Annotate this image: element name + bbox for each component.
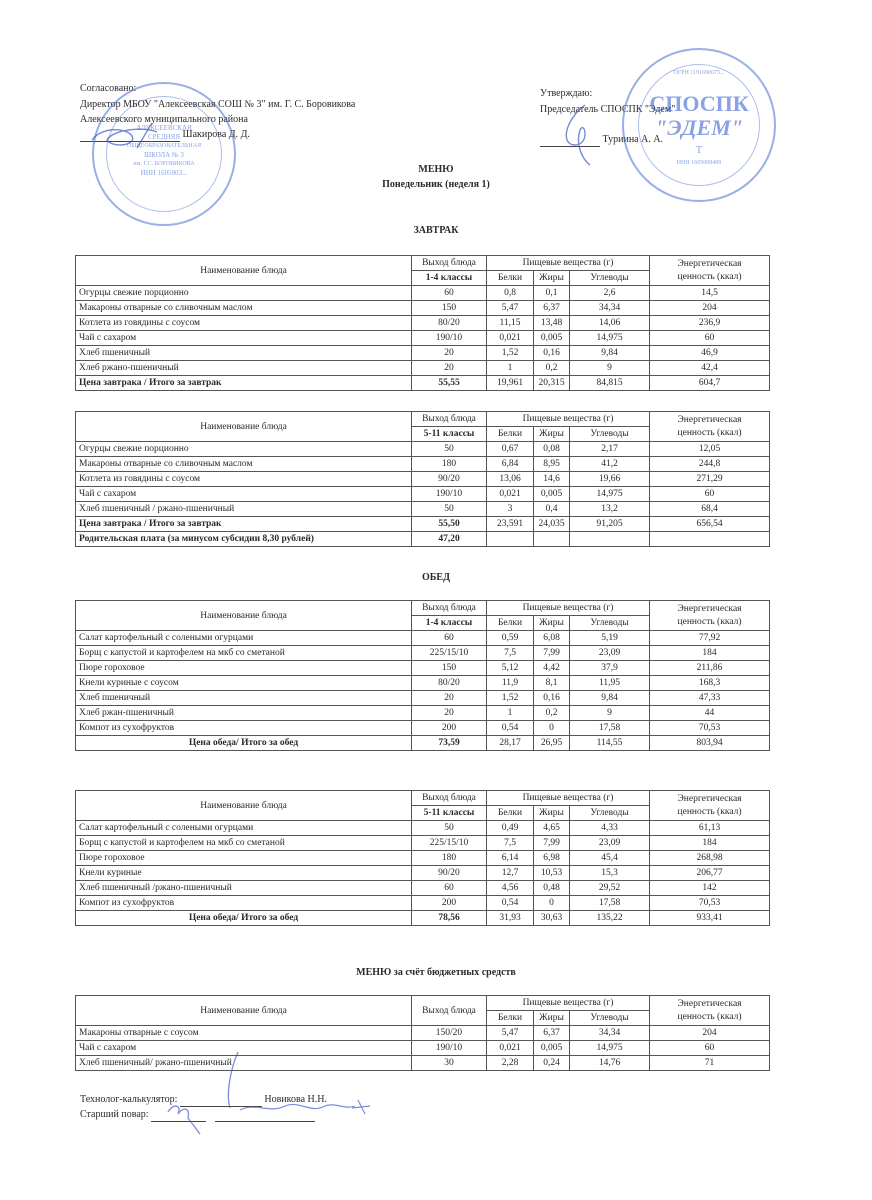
dish-yield: 225/15/10 [412,646,487,661]
total-protein: 19,961 [487,376,534,391]
header-nutrients: Пищевые вещества (г) [487,601,650,616]
table-row [76,472,770,487]
approval-right-position: Председатель СПОСПК "Эдем" [540,104,676,115]
header-yield: Выход блюда [412,256,487,271]
dish-name: Котлета из говядины с соусом [76,472,412,487]
header-yield: Выход блюда [412,791,487,806]
dish-fat: 0,005 [534,1041,570,1056]
table-row [76,881,770,896]
dish-energy: 168,3 [650,676,770,691]
total-row [76,517,770,532]
empty-cell [650,532,770,547]
empty-cell [570,532,650,547]
stamp-ogrn: ОГРН 1191690075... [673,70,725,76]
dish-fat: 0,16 [534,691,570,706]
dish-carbs: 5,19 [570,631,650,646]
parent-fee-label: Родительская плата (за минусом субсидии 8,30 рублей) [76,532,412,547]
table-row [76,346,770,361]
technologist-name: Новикова Н.Н. [264,1094,327,1105]
dish-yield: 50 [412,821,487,836]
table-row [76,631,770,646]
dish-fat: 0,48 [534,881,570,896]
total-label: Цена обеда/ Итого за обед [76,736,412,751]
dish-energy: 60 [650,487,770,502]
approval-left-district: Алексеевского муниципального района [80,114,248,125]
dish-name: Компот из сухофруктов [76,896,412,911]
dish-fat: 0,08 [534,442,570,457]
dish-carbs: 4,33 [570,821,650,836]
stamp-line: им. Г.С. БОРОВИКОВА [133,161,195,167]
dish-fat: 0,005 [534,331,570,346]
dish-name: Хлеб ржано-пшеничный [76,361,412,376]
dish-fat: 8,95 [534,457,570,472]
dish-protein: 12,7 [487,866,534,881]
dish-carbs: 14,975 [570,331,650,346]
table-row [76,706,770,721]
dish-carbs: 9 [570,361,650,376]
stamp-line: ШКОЛА № 3 [144,151,184,159]
dish-energy: 46,9 [650,346,770,361]
dish-name: Пюре гороховое [76,661,412,676]
dish-energy: 268,98 [650,851,770,866]
dish-yield: 20 [412,706,487,721]
dish-carbs: 2,17 [570,442,650,457]
header-protein: Белки [487,1011,534,1026]
dish-carbs: 37,9 [570,661,650,676]
dish-carbs: 14,06 [570,316,650,331]
section-breakfast: ЗАВТРАК [413,225,459,236]
table-row [76,836,770,851]
dish-name: Чай с сахаром [76,1041,412,1056]
table-row [76,676,770,691]
dish-fat: 0 [534,721,570,736]
table-row [76,316,770,331]
dish-carbs: 41,2 [570,457,650,472]
dish-yield: 50 [412,502,487,517]
dish-yield: 80/20 [412,676,487,691]
dish-energy: 142 [650,881,770,896]
dish-energy: 271,29 [650,472,770,487]
dish-energy: 244,8 [650,457,770,472]
dish-energy: 71 [650,1056,770,1071]
dish-protein: 5,47 [487,301,534,316]
total-carbs: 135,22 [570,911,650,926]
dish-protein: 6,84 [487,457,534,472]
header-yield: Выход блюда [412,412,487,427]
dish-carbs: 45,4 [570,851,650,866]
dish-fat: 0,2 [534,361,570,376]
header-grade: 5-11 классы [412,806,487,821]
dish-fat: 6,37 [534,301,570,316]
dish-protein: 1 [487,706,534,721]
header-name: Наименование блюда [76,791,412,821]
dish-name: Хлеб ржан-пшеничный [76,706,412,721]
dish-carbs: 13,2 [570,502,650,517]
dish-carbs: 9,84 [570,346,650,361]
director-signature [82,118,172,158]
dish-name: Хлеб пшеничный / ржано-пшеничный [76,502,412,517]
table-row [76,661,770,676]
dish-name: Чай с сахаром [76,331,412,346]
stamp-title: СПОСПК [649,91,749,116]
dish-carbs: 23,09 [570,646,650,661]
dish-yield: 150 [412,661,487,676]
stamp-letter: Т [695,144,703,156]
dish-carbs: 29,52 [570,881,650,896]
total-row [76,911,770,926]
dish-energy: 77,92 [650,631,770,646]
page-subtitle: Понедельник (неделя 1) [382,179,490,190]
total-carbs: 84,815 [570,376,650,391]
dish-name: Огурцы свежие порционно [76,286,412,301]
dish-carbs: 14,76 [570,1056,650,1071]
dish-yield: 200 [412,896,487,911]
dish-name: Компот из сухофруктов [76,721,412,736]
dish-energy: 204 [650,1026,770,1041]
total-energy: 803,94 [650,736,770,751]
dish-name: Салат картофельный с солеными огурцами [76,821,412,836]
dish-protein: 4,56 [487,881,534,896]
header-nutrients: Пищевые вещества (г) [487,791,650,806]
table-row [76,691,770,706]
header-grade: 1-4 классы [412,271,487,286]
header-energy: Энергетическая ценность (ккал) [650,412,770,442]
dish-protein: 0,021 [487,1041,534,1056]
table-row [76,286,770,301]
table-row [76,1026,770,1041]
dish-fat: 0,24 [534,1056,570,1071]
dish-energy: 14,5 [650,286,770,301]
header-carbs: Углеводы [570,427,650,442]
total-carbs: 114,55 [570,736,650,751]
page-title: МЕНЮ [418,164,454,175]
total-label: Цена завтрака / Итого за завтрак [76,517,412,532]
dish-yield: 20 [412,346,487,361]
dish-yield: 150 [412,301,487,316]
dish-yield: 150/20 [412,1026,487,1041]
table-row [76,896,770,911]
dish-yield: 190/10 [412,487,487,502]
dish-yield: 225/15/10 [412,836,487,851]
dish-energy: 47,33 [650,691,770,706]
dish-fat: 4,42 [534,661,570,676]
table-row [76,502,770,517]
dish-protein: 0,54 [487,896,534,911]
header-yield: Выход блюда [412,996,487,1026]
dish-energy: 60 [650,331,770,346]
approval-right-name: Туриина А. А. [602,134,664,145]
header-nutrients: Пищевые вещества (г) [487,256,650,271]
dish-energy: 12,05 [650,442,770,457]
dish-energy: 206,77 [650,866,770,881]
dish-protein: 7,5 [487,646,534,661]
total-price: 55,55 [412,376,487,391]
section-lunch: ОБЕД [422,572,450,583]
chef-label: Старший повар: [80,1109,149,1120]
header-protein: Белки [487,427,534,442]
dish-fat: 6,98 [534,851,570,866]
total-label: Цена обеда/ Итого за обед [76,911,412,926]
header-carbs: Углеводы [570,806,650,821]
dish-name: Макароны отварные со сливочным маслом [76,457,412,472]
dish-carbs: 14,975 [570,1041,650,1056]
dish-fat: 7,99 [534,646,570,661]
dish-name: Хлеб пшеничный /ржано-пшеничный [76,881,412,896]
dish-protein: 1,52 [487,691,534,706]
header-fat: Жиры [534,1011,570,1026]
dish-carbs: 2,6 [570,286,650,301]
parent-fee-value: 47,20 [412,532,487,547]
dish-energy: 60 [650,1041,770,1056]
header-carbs: Углеводы [570,271,650,286]
table-row [76,851,770,866]
dish-protein: 5,12 [487,661,534,676]
total-energy: 933,41 [650,911,770,926]
header-name: Наименование блюда [76,601,412,631]
dish-fat: 0,2 [534,706,570,721]
dish-protein: 11,15 [487,316,534,331]
dish-protein: 0,59 [487,631,534,646]
dish-yield: 180 [412,851,487,866]
dish-carbs: 17,58 [570,896,650,911]
header-energy: Энергетическая ценность (ккал) [650,601,770,631]
header-nutrients: Пищевые вещества (г) [487,996,650,1011]
dish-carbs: 17,58 [570,721,650,736]
dish-fat: 6,08 [534,631,570,646]
header-energy: Энергетическая ценность (ккал) [650,996,770,1026]
total-fat: 30,63 [534,911,570,926]
header-protein: Белки [487,806,534,821]
stamp-line: ИНН 1605003... [140,169,188,177]
table-row [76,866,770,881]
dish-energy: 204 [650,301,770,316]
dish-energy: 184 [650,836,770,851]
dish-yield: 60 [412,881,487,896]
dish-name: Хлеб пшеничный [76,691,412,706]
dish-energy: 70,53 [650,896,770,911]
dish-energy: 61,13 [650,821,770,836]
dish-name: Кнели куриные [76,866,412,881]
total-carbs: 91,205 [570,517,650,532]
dish-fat: 13,48 [534,316,570,331]
header-name: Наименование блюда [76,996,412,1026]
dish-fat: 0,4 [534,502,570,517]
dish-yield: 180 [412,457,487,472]
dish-protein: 0,8 [487,286,534,301]
approval-right-label: Утверждаю: [540,88,593,99]
dish-protein: 5,47 [487,1026,534,1041]
dish-fat: 8,1 [534,676,570,691]
total-protein: 31,93 [487,911,534,926]
dish-yield: 30 [412,1056,487,1071]
header-fat: Жиры [534,427,570,442]
section-budget: МЕНЮ за счёт бюджетных средств [356,967,516,978]
parent-fee-row [76,532,770,547]
dish-protein: 0,49 [487,821,534,836]
dish-energy: 70,53 [650,721,770,736]
total-label: Цена завтрака / Итого за завтрак [76,376,412,391]
dish-carbs: 9 [570,706,650,721]
dish-energy: 68,4 [650,502,770,517]
dish-name: Котлета из говядины с соусом [76,316,412,331]
dish-energy: 184 [650,646,770,661]
chairman-signature [555,100,605,170]
header-fat: Жиры [534,271,570,286]
dish-protein: 13,06 [487,472,534,487]
dish-protein: 0,021 [487,331,534,346]
dish-energy: 44 [650,706,770,721]
dish-carbs: 19,66 [570,472,650,487]
dish-name: Огурцы свежие порционно [76,442,412,457]
dish-carbs: 9,84 [570,691,650,706]
dish-carbs: 11,95 [570,676,650,691]
dish-protein: 1 [487,361,534,376]
dish-energy: 236,9 [650,316,770,331]
dish-energy: 42,4 [650,361,770,376]
approval-left-label: Согласовано: [80,83,137,94]
dish-name: Хлеб пшеничный/ ржано-пшеничный [76,1056,412,1071]
dish-protein: 2,28 [487,1056,534,1071]
approval-left-position: Директор МБОУ "Алексеевская СОШ № 3" им. Г. С. Боровикова [80,99,356,110]
dish-carbs: 34,34 [570,301,650,316]
dish-name: Борщ с капустой и картофелем на мкб со сметаной [76,836,412,851]
dish-name: Макароны отварные с соусом [76,1026,412,1041]
dish-fat: 7,99 [534,836,570,851]
table-row [76,301,770,316]
total-fat: 20,315 [534,376,570,391]
dish-protein: 7,5 [487,836,534,851]
breakfast-1-4-table [75,255,770,391]
dish-yield: 90/20 [412,472,487,487]
header-yield: Выход блюда [412,601,487,616]
dish-fat: 0,1 [534,286,570,301]
dish-carbs: 23,09 [570,836,650,851]
stamp-line: ОБЩЕОБРАЗОВАТЕЛЬНАЯ [126,143,202,149]
total-price: 55,50 [412,517,487,532]
dish-fat: 0 [534,896,570,911]
lunch-5-11-table [75,790,770,926]
dish-name: Чай с сахаром [76,487,412,502]
header-carbs: Углеводы [570,616,650,631]
total-energy: 656,54 [650,517,770,532]
dish-protein: 11,9 [487,676,534,691]
lunch-1-4-table [75,600,770,751]
dish-name: Салат картофельный с солеными огурцами [76,631,412,646]
total-price: 73,59 [412,736,487,751]
total-protein: 23,591 [487,517,534,532]
dish-yield: 90/20 [412,866,487,881]
dish-name: Хлеб пшеничный [76,346,412,361]
breakfast-5-11-table [75,411,770,547]
header-grade: 1-4 классы [412,616,487,631]
total-row [76,736,770,751]
dish-fat: 0,16 [534,346,570,361]
dish-protein: 6,14 [487,851,534,866]
header-nutrients: Пищевые вещества (г) [487,412,650,427]
table-row [76,442,770,457]
header-name: Наименование блюда [76,256,412,286]
table-row [76,457,770,472]
header-protein: Белки [487,271,534,286]
dish-protein: 0,54 [487,721,534,736]
dish-fat: 10,53 [534,866,570,881]
dish-protein: 3 [487,502,534,517]
total-protein: 28,17 [487,736,534,751]
empty-cell [534,532,570,547]
dish-carbs: 34,34 [570,1026,650,1041]
header-carbs: Углеводы [570,1011,650,1026]
table-row [76,646,770,661]
table-row [76,721,770,736]
stamp-inn: ИНН 1605008409 [676,160,722,166]
dish-yield: 190/10 [412,1041,487,1056]
dish-name: Макароны отварные со сливочным маслом [76,301,412,316]
dish-yield: 20 [412,691,487,706]
dish-yield: 60 [412,631,487,646]
total-row [76,376,770,391]
approval-left-name: Шакирова Д. Д. [182,129,250,140]
total-energy: 604,7 [650,376,770,391]
dish-yield: 80/20 [412,316,487,331]
dish-fat: 4,65 [534,821,570,836]
dish-name: Кнели куриные с соусом [76,676,412,691]
dish-fat: 0,005 [534,487,570,502]
dish-name: Пюре гороховое [76,851,412,866]
stamp-title-2: "ЭДЕМ" [654,115,743,140]
table-row [76,487,770,502]
dish-yield: 60 [412,286,487,301]
header-grade: 5-11 классы [412,427,487,442]
dish-yield: 200 [412,721,487,736]
header-protein: Белки [487,616,534,631]
header-energy: Энергетическая ценность (ккал) [650,791,770,821]
total-fat: 26,95 [534,736,570,751]
dish-fat: 14,6 [534,472,570,487]
dish-yield: 50 [412,442,487,457]
dish-yield: 190/10 [412,331,487,346]
dish-protein: 0,67 [487,442,534,457]
dish-carbs: 14,975 [570,487,650,502]
technologist-label: Технолог-калькулятор: [80,1094,178,1105]
dish-protein: 1,52 [487,346,534,361]
dish-energy: 211,86 [650,661,770,676]
stamp-line: СРЕДНЯЯ [147,133,180,141]
dish-name: Борщ с капустой и картофелем на мкб со сметаной [76,646,412,661]
dish-yield: 20 [412,361,487,376]
header-energy: Энергетическая ценность (ккал) [650,256,770,286]
table-row [76,331,770,346]
table-row [76,361,770,376]
header-fat: Жиры [534,616,570,631]
footer-signatures [160,1040,380,1135]
total-price: 78,56 [412,911,487,926]
total-fat: 24,035 [534,517,570,532]
dish-protein: 0,021 [487,487,534,502]
header-name: Наименование блюда [76,412,412,442]
stamp-line: АЛЕКСЕЕВСКАЯ [136,124,192,132]
empty-cell [487,532,534,547]
dish-carbs: 15,3 [570,866,650,881]
table-row [76,821,770,836]
dish-fat: 6,37 [534,1026,570,1041]
header-fat: Жиры [534,806,570,821]
